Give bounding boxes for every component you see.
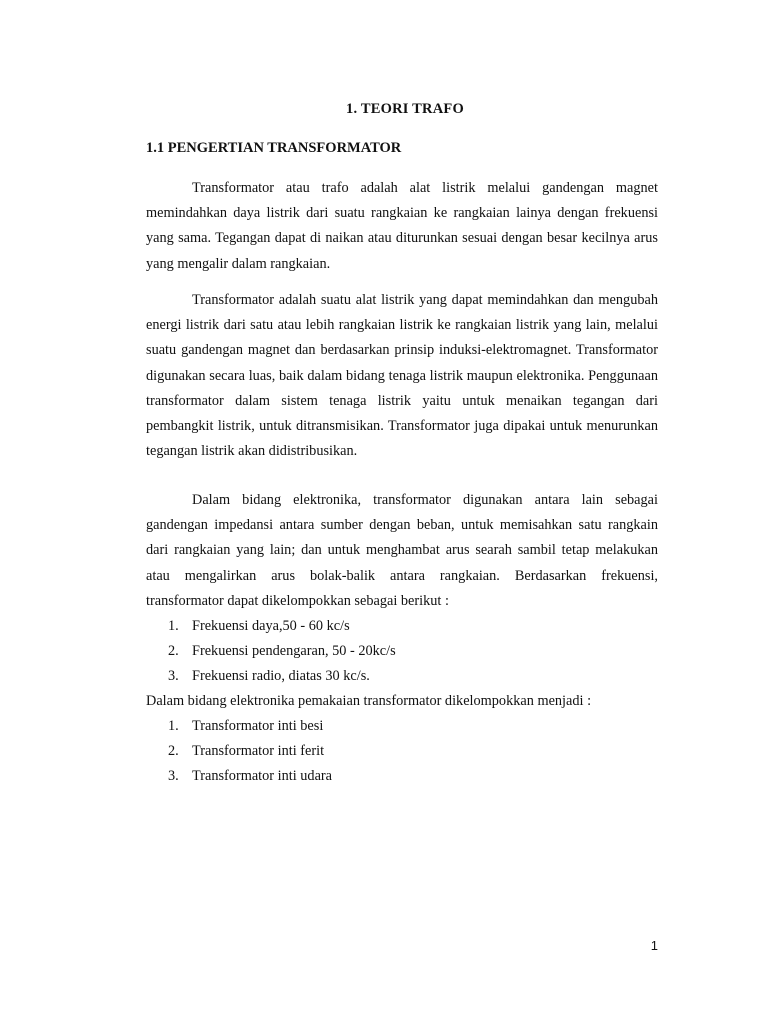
- list-item-number: 3.: [168, 768, 179, 785]
- list-item: [146, 664, 658, 689]
- paragraph-2: [146, 288, 658, 464]
- list-item-number: 2.: [168, 743, 179, 760]
- paragraph-1: [146, 176, 658, 277]
- list-item-text: Transformator inti ferit: [192, 743, 325, 760]
- core-type-list: [146, 714, 658, 790]
- list-item: [146, 639, 658, 664]
- list-item: [146, 739, 658, 764]
- list-item: [146, 764, 658, 789]
- paragraph-2-text: Transformator adalah suatu alat listrik yang dapat memindahkan dan mengubah energi listrik dari satu atau lebih rangkaian listrik ke rangkaian listrik yang lain, melalui suatu gandengan magnet dan berdasarkan prinsip induksi-elektromagnet. Transformator digunakan secara luas, baik dalam bidang tenaga listrik maupun elektronika. Penggunaan transformator dalam sistem tenaga listrik yaitu untuk menaikan tegangan dari pembangkit listrik, untuk ditransmisikan. Transformator juga dipakai untuk menurunkan tegangan listrik akan didistribusikan.: [146, 292, 658, 460]
- paragraph-3-text: Dalam bidang elektronika, transformator digunakan antara lain sebagai gandengan impedansi antara sumber dengan beban, untuk memisahkan satu rangkain dari rangkaian yang lain; dan untuk menghambat arus searah sambil tetap melakukan atau mengalirkan arus bolak-balik antara rangkaian. Berdasarkan frekuensi, transformator dapat dikelompokkan sebagai berikut :: [146, 492, 658, 609]
- list-item-number: 1.: [168, 618, 179, 634]
- list-item-number: 1.: [168, 718, 179, 734]
- frequency-list: [146, 614, 658, 690]
- list-item-text: Frekuensi pendengaran, 50 - 20kc/s: [192, 643, 396, 660]
- list-item-text: Frekuensi daya,50 - 60 kc/s: [192, 618, 350, 634]
- list-item-number: 3.: [168, 668, 179, 685]
- document-title: 1. TEORI TRAFO: [346, 101, 464, 117]
- list-item-text: Transformator inti besi: [192, 718, 324, 734]
- list-item-text: Transformator inti udara: [192, 768, 333, 785]
- paragraph-1-text: Transformator atau trafo adalah alat listrik melalui gandengan magnet memindahkan daya listrik dari suatu rangkaian ke rangkaian lainya dengan frekuensi yang sama. Tegangan dapat di naikan atau diturunkan sesuai dengan besar kecilnya arus yang mengalir dalam rangkaian.: [146, 180, 658, 272]
- list-item: [146, 614, 658, 639]
- section-heading: 1.1 PENGERTIAN TRANSFORMATOR: [146, 140, 402, 156]
- paragraph-3: [146, 488, 658, 614]
- electronics-intro: Dalam bidang elektronika pemakaian transformator dikelompokkan menjadi :: [146, 693, 592, 709]
- list-item: [146, 714, 658, 739]
- page-number: 1: [650, 938, 658, 953]
- list-item-text: Frekuensi radio, diatas 30 kc/s.: [192, 668, 370, 685]
- list-item-number: 2.: [168, 643, 179, 660]
